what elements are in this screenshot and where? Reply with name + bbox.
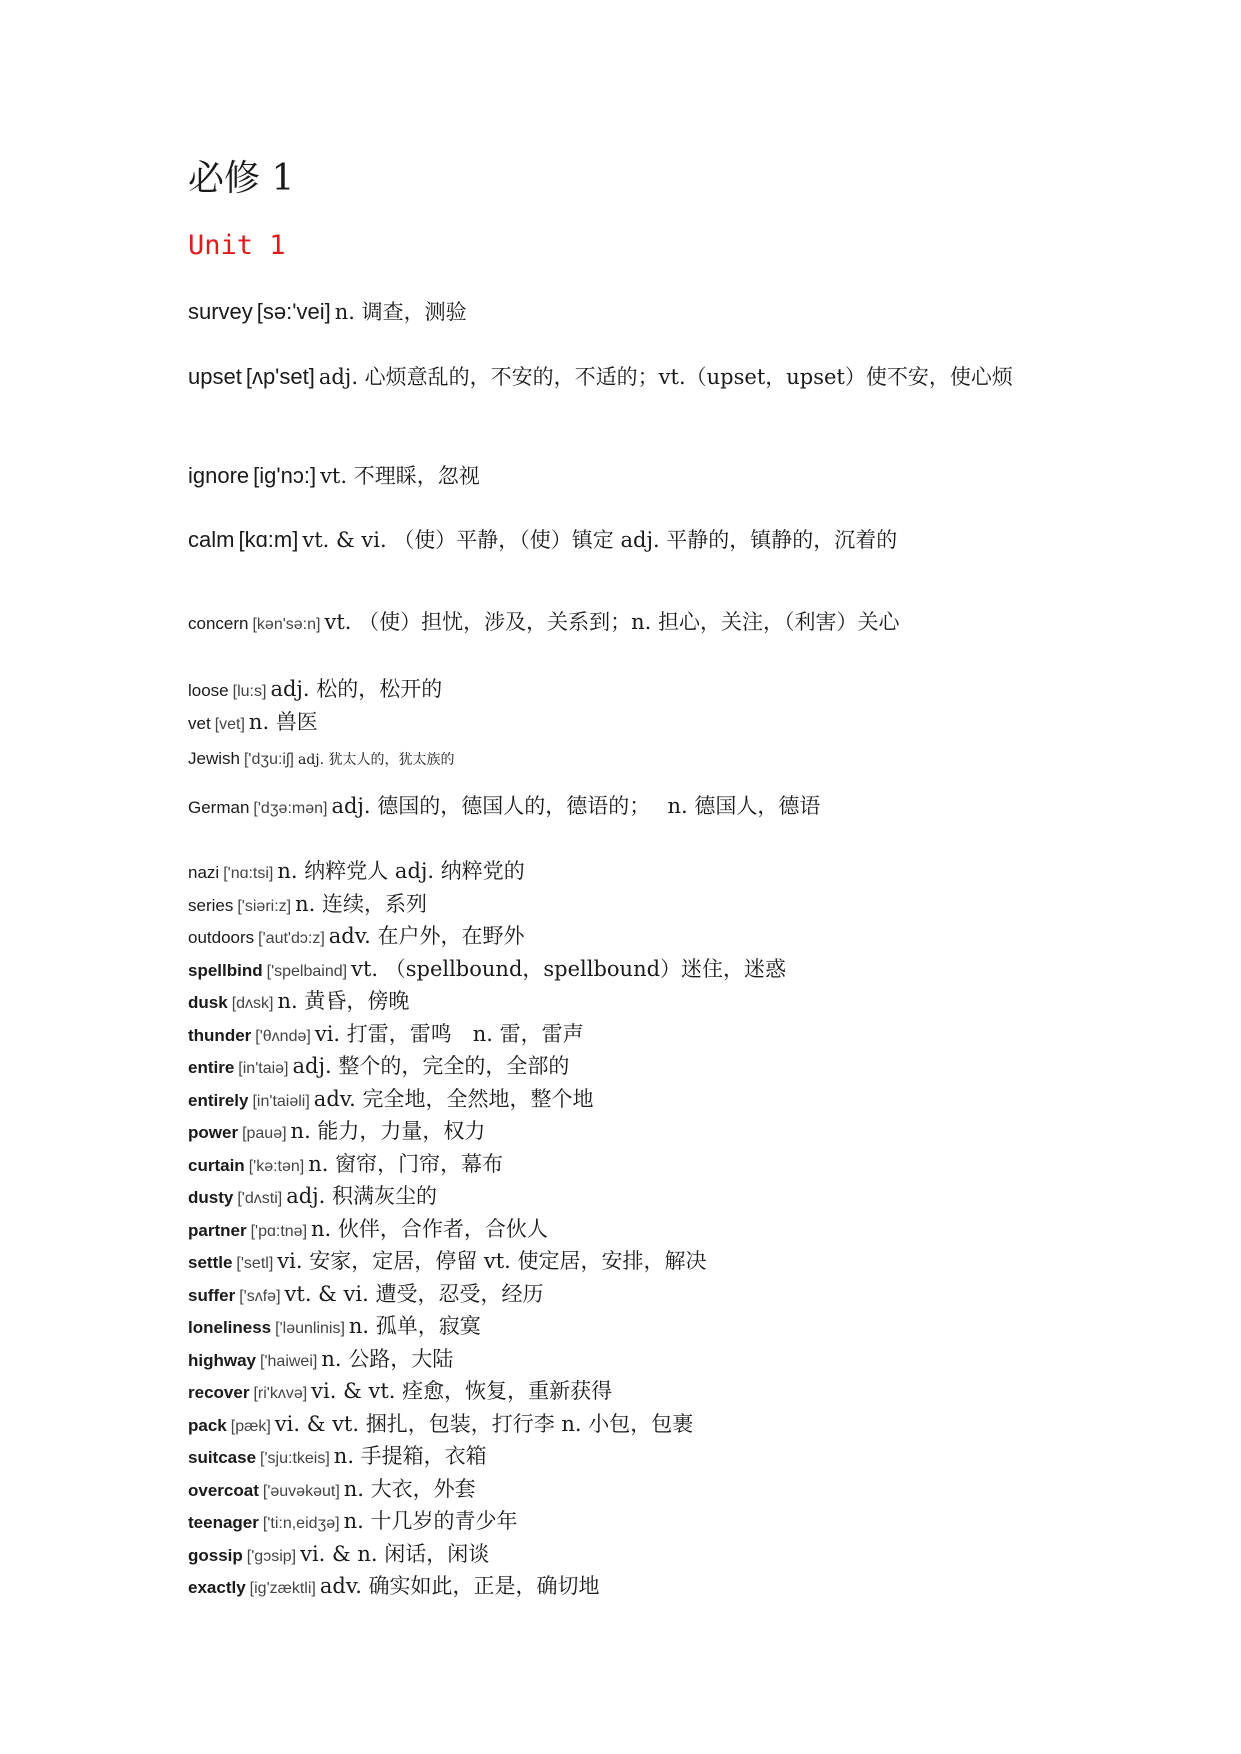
entry-word: curtain <box>188 1156 245 1175</box>
vocab-entry <box>188 673 442 703</box>
entry-definition: adj. 整个的，完全的，全部的 <box>292 1054 570 1078</box>
entry-phonetic: [ig'nɔ:] <box>253 463 317 488</box>
entry-phonetic: ['haiwei] <box>260 1353 318 1370</box>
entry-definition: vi. 安家，定居，停留 vt. 使定居，安排，解决 <box>277 1249 707 1273</box>
entry-phonetic: [pæk] <box>230 1418 271 1435</box>
entry-phonetic: [dʌsk] <box>231 995 274 1012</box>
entry-definition: n. 纳粹党人 adj. 纳粹党的 <box>277 859 525 883</box>
vocab-entry <box>188 706 318 736</box>
entry-definition: vt. & vi. 遭受，忍受，经历 <box>284 1282 544 1306</box>
entry-definition: n. 十几岁的青少年 <box>343 1509 518 1533</box>
entry-word: suitcase <box>188 1448 257 1467</box>
entry-word: spellbind <box>188 961 263 980</box>
entry-phonetic: [in'taiəli] <box>252 1093 310 1110</box>
vocab-entry <box>188 1408 693 1438</box>
entry-phonetic: ['aut'dɔ:z] <box>258 930 325 947</box>
vocab-entry <box>188 1213 548 1243</box>
entry-definition: n. 伙伴，合作者，合伙人 <box>311 1217 548 1241</box>
entry-word: vet <box>188 714 211 733</box>
entry-word: highway <box>188 1351 257 1370</box>
entry-word: upset <box>188 364 242 389</box>
vocab-entry <box>188 353 1088 403</box>
vocab-entry <box>188 1538 489 1568</box>
vocab-entry <box>188 953 786 983</box>
entry-word: outdoors <box>188 928 255 947</box>
vocab-entry <box>188 606 900 636</box>
entry-phonetic: ['dʒə:mən] <box>253 800 328 817</box>
vocab-entry <box>188 1180 437 1210</box>
entry-word: entire <box>188 1058 235 1077</box>
entry-phonetic: ['setl] <box>236 1255 274 1272</box>
entry-word: recover <box>188 1383 250 1402</box>
entry-phonetic: [ri'kʌvə] <box>253 1385 308 1402</box>
vocab-entry <box>188 460 480 490</box>
entry-definition: n. 连续，系列 <box>295 892 427 916</box>
vocab-entry <box>188 790 820 820</box>
entry-phonetic: [sə:'vei] <box>256 299 331 324</box>
entry-definition: adj. 德国的，德国人的，德语的； n. 德国人，德语 <box>331 794 821 818</box>
entry-definition: vi. & vt. 捆扎，包装，打行李 n. 小包，包裹 <box>274 1412 694 1436</box>
entry-phonetic: ['kə:tən] <box>248 1158 305 1175</box>
entry-definition: n. 孤单，寂寞 <box>348 1314 481 1338</box>
entry-definition: adj. 松的，松开的 <box>270 677 443 701</box>
entry-phonetic: [kɑ:m] <box>238 527 299 552</box>
entry-phonetic: ['pɑ:tnə] <box>250 1223 308 1240</box>
entry-definition: n. 黄昏，傍晚 <box>277 989 410 1013</box>
vocab-entry <box>188 1050 569 1080</box>
page-title: 必修 1 <box>188 158 295 199</box>
entry-word: dusty <box>188 1188 234 1207</box>
entry-word: partner <box>188 1221 247 1240</box>
vocab-entry <box>188 1245 707 1275</box>
entry-phonetic: ['ləunlinis] <box>275 1320 345 1337</box>
entry-phonetic: ['nɑ:tsi] <box>223 865 274 882</box>
vocab-entry <box>188 1018 584 1048</box>
entry-word: series <box>188 896 234 915</box>
entry-phonetic: [vet] <box>214 716 245 733</box>
entry-definition: n. 窗帘，门帘，幕布 <box>308 1152 504 1176</box>
vocab-entry <box>188 1375 612 1405</box>
entry-word: pack <box>188 1416 227 1435</box>
entry-word: Jewish <box>188 749 240 768</box>
entry-definition: n. 能力，力量，权力 <box>290 1119 486 1143</box>
entry-phonetic: ['siəri:z] <box>237 898 292 915</box>
entry-word: calm <box>188 527 235 552</box>
entry-phonetic: ['spelbaind] <box>266 963 348 980</box>
entry-definition: n. 兽医 <box>248 710 318 734</box>
entry-word: gossip <box>188 1546 243 1565</box>
entry-word: entirely <box>188 1091 249 1110</box>
entry-word: thunder <box>188 1026 252 1045</box>
entry-definition: vt. （spellbound，spellbound）迷住，迷惑 <box>351 957 787 981</box>
vocab-entry <box>188 1278 543 1308</box>
vocab-entry <box>188 1570 600 1600</box>
entry-word: ignore <box>188 463 250 488</box>
entry-definition: vi. & vt. 痊愈，恢复，重新获得 <box>311 1379 613 1403</box>
entry-word: nazi <box>188 863 220 882</box>
vocab-entry <box>188 296 467 326</box>
entry-definition: n. 调查，测验 <box>334 300 467 324</box>
entry-phonetic: ['dʒu:iʃ] <box>243 751 294 768</box>
vocab-entry <box>188 1115 485 1145</box>
entry-word: settle <box>188 1253 233 1272</box>
entry-word: loneliness <box>188 1318 272 1337</box>
vocab-entry <box>188 749 455 769</box>
vocab-entry <box>188 1148 503 1178</box>
entry-definition: n. 大衣，外套 <box>343 1477 476 1501</box>
entry-word: dusk <box>188 993 228 1012</box>
entry-definition: adj. 犹太人的，犹太族的 <box>297 752 455 768</box>
vocab-entry <box>188 1343 453 1373</box>
entry-word: suffer <box>188 1286 236 1305</box>
entry-definition: adj. 积满灰尘的 <box>286 1184 438 1208</box>
vocab-entry <box>188 855 525 885</box>
entry-phonetic: ['əuvəkəut] <box>262 1483 340 1500</box>
entry-definition: adv. 在户外，在野外 <box>328 924 525 948</box>
vocab-entry <box>188 1083 593 1113</box>
entry-phonetic: ['dʌsti] <box>237 1190 283 1207</box>
vocab-entry <box>188 888 427 918</box>
entry-definition: adj. 心烦意乱的，不安的，不适的；vt.（upset，upset）使不安，使心烦 <box>318 365 1013 389</box>
entry-word: overcoat <box>188 1481 259 1500</box>
entry-phonetic: [kən'sə:n] <box>252 616 321 633</box>
vocab-entry <box>188 1505 517 1535</box>
vocab-entry <box>188 985 409 1015</box>
entry-definition: n. 手提箱，衣箱 <box>333 1444 487 1468</box>
entry-definition: vt. & vi. （使）平静，（使）镇定 adj. 平静的，镇静的，沉着的 <box>302 528 898 552</box>
entry-phonetic: [in'taiə] <box>238 1060 289 1077</box>
entry-word: loose <box>188 681 229 700</box>
entry-word: survey <box>188 299 253 324</box>
entry-phonetic: [ig'zæktli] <box>249 1580 316 1597</box>
entry-word: exactly <box>188 1578 246 1597</box>
entry-phonetic: ['sʌfə] <box>239 1288 281 1305</box>
entry-phonetic: [pauə] <box>242 1125 287 1142</box>
unit-heading: Unit 1 <box>188 230 286 261</box>
vocab-entry <box>188 1310 481 1340</box>
entry-definition: vi. & n. 闲话，闲谈 <box>300 1542 490 1566</box>
entry-definition: vt. 不理睬，忽视 <box>320 464 480 488</box>
entry-phonetic: [ʌp'set] <box>245 364 315 389</box>
vocab-entry <box>188 920 524 950</box>
entry-definition: adv. 完全地，全然地，整个地 <box>313 1087 594 1111</box>
entry-word: power <box>188 1123 239 1142</box>
entry-phonetic: ['gɔsip] <box>246 1548 297 1565</box>
entry-definition: adv. 确实如此，正是，确切地 <box>319 1574 600 1598</box>
entry-phonetic: ['θʌndə] <box>255 1028 311 1045</box>
entry-phonetic: [lu:s] <box>232 683 267 700</box>
entry-phonetic: ['sju:tkeis] <box>260 1450 330 1467</box>
entry-definition: vt. （使）担忧，涉及，关系到；n. 担心，关注，（利害）关心 <box>324 610 900 634</box>
entry-word: German <box>188 798 250 817</box>
vocab-entry <box>188 1473 476 1503</box>
entry-word: concern <box>188 614 249 633</box>
entry-definition: n. 公路，大陆 <box>321 1347 454 1371</box>
vocab-entry <box>188 1440 487 1470</box>
entry-word: teenager <box>188 1513 259 1532</box>
entry-definition: vi. 打雷，雷鸣 n. 雷，雷声 <box>314 1022 584 1046</box>
vocab-entry <box>188 524 897 554</box>
entry-phonetic: ['ti:n,eidʒə] <box>262 1515 340 1532</box>
